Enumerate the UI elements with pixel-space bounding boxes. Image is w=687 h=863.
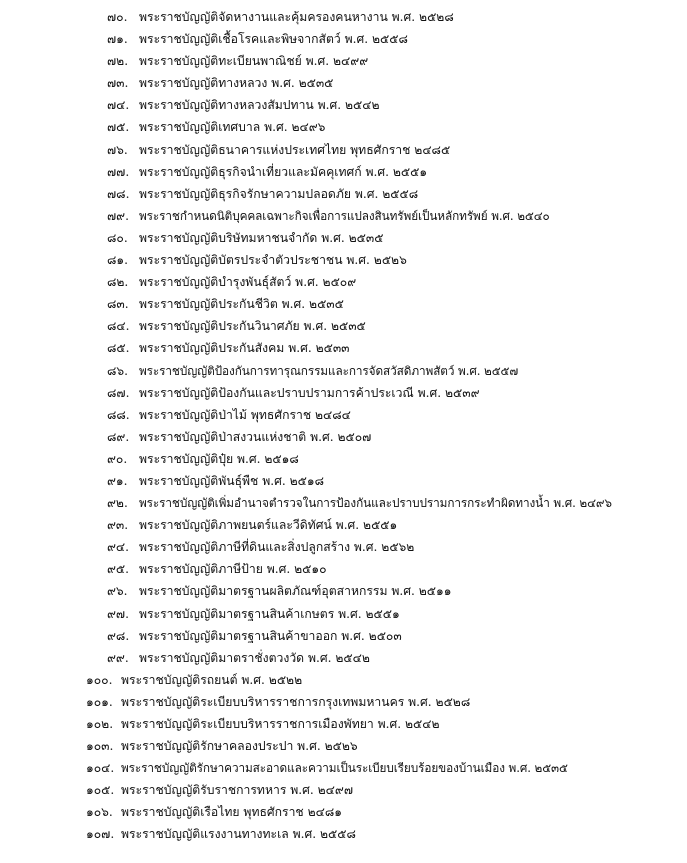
list-item: [0, 72, 687, 94]
list-item: [0, 139, 687, 161]
list-item: [0, 691, 687, 713]
list-item: [0, 249, 687, 271]
list-item: [0, 271, 687, 293]
item-title: พระราชบัญญัติประกันวินาศภัย พ.ศ. ๒๕๓๕: [139, 319, 366, 334]
list-item: [0, 161, 687, 183]
list-item: [0, 337, 687, 359]
item-number: ๑๐๔.: [86, 761, 115, 776]
item-number: ๗๓.: [107, 76, 129, 91]
item-title: พระราชบัญญัติแรงงานทางทะเล พ.ศ. ๒๕๕๘: [121, 827, 356, 842]
item-title: พระราชบัญญัติภาษีป้าย พ.ศ. ๒๕๑๐: [139, 562, 327, 577]
law-list: [0, 6, 687, 846]
item-number: ๘๙.: [107, 429, 130, 444]
item-number: ๗๕.: [107, 120, 130, 135]
item-number: ๗๔.: [107, 98, 130, 113]
list-item: [0, 669, 687, 691]
item-title: พระราชบัญญัติประกันชีวิต พ.ศ. ๒๕๓๕: [139, 297, 344, 312]
item-title: พระราชบัญญัติประกันสังคม พ.ศ. ๒๕๓๓: [139, 341, 350, 356]
item-title: พระราชบัญญัติทางหลวง พ.ศ. ๒๕๓๕: [139, 76, 334, 91]
item-number: ๑๐๖.: [86, 805, 113, 820]
item-title: พระราชบัญญัติทางหลวงสัมปทาน พ.ศ. ๒๕๔๒: [139, 98, 380, 113]
item-number: ๙๖.: [107, 584, 128, 599]
item-title: พระราชบัญญัติธุรกิจนำเที่ยวและมัคคุเทศก์ พ.ศ. ๒๕๕๑: [139, 164, 428, 179]
item-title: พระราชบัญญัติป่าสงวนแห่งชาติ พ.ศ. ๒๕๐๗: [139, 429, 372, 444]
item-title: พระราชบัญญัติระเบียบบริหารราชการกรุงเทพมหานคร พ.ศ. ๒๕๒๘: [121, 694, 471, 709]
item-title: พระราชบัญญัติบัตรประจำตัวประชาชน พ.ศ. ๒๕๒๖: [139, 253, 407, 268]
item-title: พระราชบัญญัติป้องกันและปราบปรามการค้าประเวณี พ.ศ. ๒๕๓๙: [139, 385, 480, 400]
list-item: [0, 6, 687, 28]
item-number: ๘๐.: [107, 230, 128, 245]
item-number: ๗๗.: [107, 164, 130, 179]
item-number: ๙๙.: [107, 650, 129, 665]
item-title: พระราชบัญญัติเพิ่มอำนาจตำรวจในการป้องกันและปราบปรามการกระทำผิดทางน้ำ พ.ศ. ๒๔๙๖: [139, 496, 612, 511]
item-title: พระราชบัญญัติธุรกิจรักษาความปลอดภัย พ.ศ. ๒๕๕๘: [139, 186, 419, 201]
item-title: พระราชบัญญัติจัดหางานและคุ้มครองคนหางาน พ.ศ. ๒๕๒๘: [139, 10, 454, 24]
item-title: พระราชบัญญัติรถยนต์ พ.ศ. ๒๕๒๒: [121, 672, 303, 687]
item-number: ๘๓.: [107, 297, 129, 312]
item-number: ๗๙.: [107, 208, 129, 223]
item-title: พระราชบัญญัติทะเบียนพาณิชย์ พ.ศ. ๒๔๙๙: [139, 54, 369, 69]
list-item: [0, 735, 687, 757]
list-item: [0, 580, 687, 602]
item-title: พระราชบัญญัติบำรุงพันธุ์สัตว์ พ.ศ. ๒๕๐๙: [139, 275, 357, 290]
list-item: [0, 360, 687, 382]
list-item: [0, 470, 687, 492]
item-number: ๙๘.: [107, 628, 130, 643]
item-number: ๘๖.: [107, 363, 129, 378]
item-number: ๑๐๓.: [86, 739, 114, 754]
list-item: [0, 183, 687, 205]
list-item: [0, 625, 687, 647]
list-item: [0, 315, 687, 337]
item-number: ๑๐๗.: [86, 827, 115, 842]
list-item: [0, 227, 687, 249]
item-title: พระราชบัญญัติรักษาความสะอาดและความเป็นระเบียบเรียบร้อยของบ้านเมือง พ.ศ. ๒๕๓๕: [121, 761, 568, 776]
item-number: ๘๑.: [107, 253, 129, 268]
list-item: [0, 382, 687, 404]
item-title: พระราชบัญญัติรักษาคลองประปา พ.ศ. ๒๕๒๖: [121, 739, 358, 754]
list-item: [0, 603, 687, 625]
item-number: ๙๑.: [107, 473, 128, 488]
item-title: พระราชบัญญัติป่าไม้ พุทธศักราช ๒๔๘๔: [139, 407, 351, 422]
list-item: [0, 757, 687, 779]
item-title: พระราชบัญญัติมาตรฐานผลิตภัณฑ์อุตสาหกรรม พ.ศ. ๒๕๑๑: [139, 584, 452, 599]
item-title: พระราชบัญญัติป้องกันการทารุณกรรมและการจัดสวัสดิภาพสัตว์ พ.ศ. ๒๕๕๗: [139, 363, 519, 378]
item-title: พระราชบัญญัติมาตรฐานสินค้าเกษตร พ.ศ. ๒๕๕๑: [139, 606, 400, 621]
list-item: [0, 116, 687, 138]
list-item: [0, 50, 687, 72]
item-number: ๘๘.: [107, 407, 130, 422]
list-item: [0, 801, 687, 823]
list-item: [0, 713, 687, 735]
list-item: [0, 404, 687, 426]
item-title: พระราชบัญญัติระเบียบบริหารราชการเมืองพัทยา พ.ศ. ๒๕๔๒: [121, 717, 440, 731]
list-item: [0, 94, 687, 116]
list-item: [0, 647, 687, 669]
list-item: [0, 426, 687, 448]
list-item: [0, 779, 687, 801]
item-title: พระราชบัญญัติภาษีที่ดินและสิ่งปลูกสร้าง พ.ศ. ๒๕๖๒: [139, 540, 415, 555]
item-title: พระราชบัญญัติมาตราชั่งตวงวัด พ.ศ. ๒๕๔๒: [139, 650, 370, 665]
item-number: ๗๘.: [107, 186, 130, 201]
item-number: ๗๒.: [107, 54, 129, 69]
item-number: ๗๑.: [107, 32, 128, 47]
item-title: พระราชบัญญัติรับราชการทหาร พ.ศ. ๒๔๙๗: [121, 783, 353, 798]
item-title: พระราชบัญญัติพันธุ์พืช พ.ศ. ๒๕๑๘: [139, 473, 324, 488]
item-number: ๗๐.: [107, 10, 128, 24]
list-item: [0, 492, 687, 514]
item-title: พระราชบัญญัติมาตรฐานสินค้าขาออก พ.ศ. ๒๕๐๓: [139, 628, 402, 643]
item-title: พระราชบัญญัติภาพยนตร์และวีดิทัศน์ พ.ศ. ๒๕๕๑: [139, 518, 398, 533]
item-number: ๘๗.: [107, 385, 130, 400]
item-title: พระราชบัญญัติปุ๋ย พ.ศ. ๒๕๑๘: [139, 451, 299, 466]
item-number: ๘๒.: [107, 275, 129, 290]
list-item: [0, 536, 687, 558]
item-number: ๙๗.: [107, 606, 129, 621]
item-number: ๙๒.: [107, 496, 128, 511]
item-title: พระราชกำหนดนิติบุคคลเฉพาะกิจเพื่อการแปลงสินทรัพย์เป็นหลักทรัพย์ พ.ศ. ๒๕๔๐: [139, 208, 550, 223]
list-item: [0, 823, 687, 845]
item-number: ๘๔.: [107, 319, 130, 334]
list-item: [0, 205, 687, 227]
item-title: พระราชบัญญัติเทศบาล พ.ศ. ๒๔๙๖: [139, 120, 326, 135]
item-number: ๑๐๑.: [86, 694, 113, 709]
item-number: ๘๕.: [107, 341, 130, 356]
item-number: ๑๐๐.: [86, 672, 113, 687]
item-number: ๗๖.: [107, 142, 128, 157]
list-item: [0, 293, 687, 315]
item-number: ๙๐.: [107, 451, 128, 466]
item-title: พระราชบัญญัติเรือไทย พุทธศักราช ๒๔๘๑: [121, 805, 342, 820]
item-number: ๑๐๒.: [86, 717, 114, 731]
item-number: ๙๔.: [107, 540, 130, 555]
list-item: [0, 514, 687, 536]
list-item: [0, 448, 687, 470]
item-title: พระราชบัญญัติบริษัทมหาชนจำกัด พ.ศ. ๒๕๓๕: [139, 230, 384, 245]
item-number: ๙๕.: [107, 562, 130, 577]
list-item: [0, 558, 687, 580]
item-title: พระราชบัญญัติธนาคารแห่งประเทศไทย พุทธศักราช ๒๔๘๕: [139, 142, 451, 157]
item-number: ๙๓.: [107, 518, 129, 533]
item-number: ๑๐๕.: [86, 783, 115, 798]
item-title: พระราชบัญญัติเชื้อโรคและพิษจากสัตว์ พ.ศ. ๒๕๕๘: [139, 32, 408, 47]
list-item: [0, 28, 687, 50]
